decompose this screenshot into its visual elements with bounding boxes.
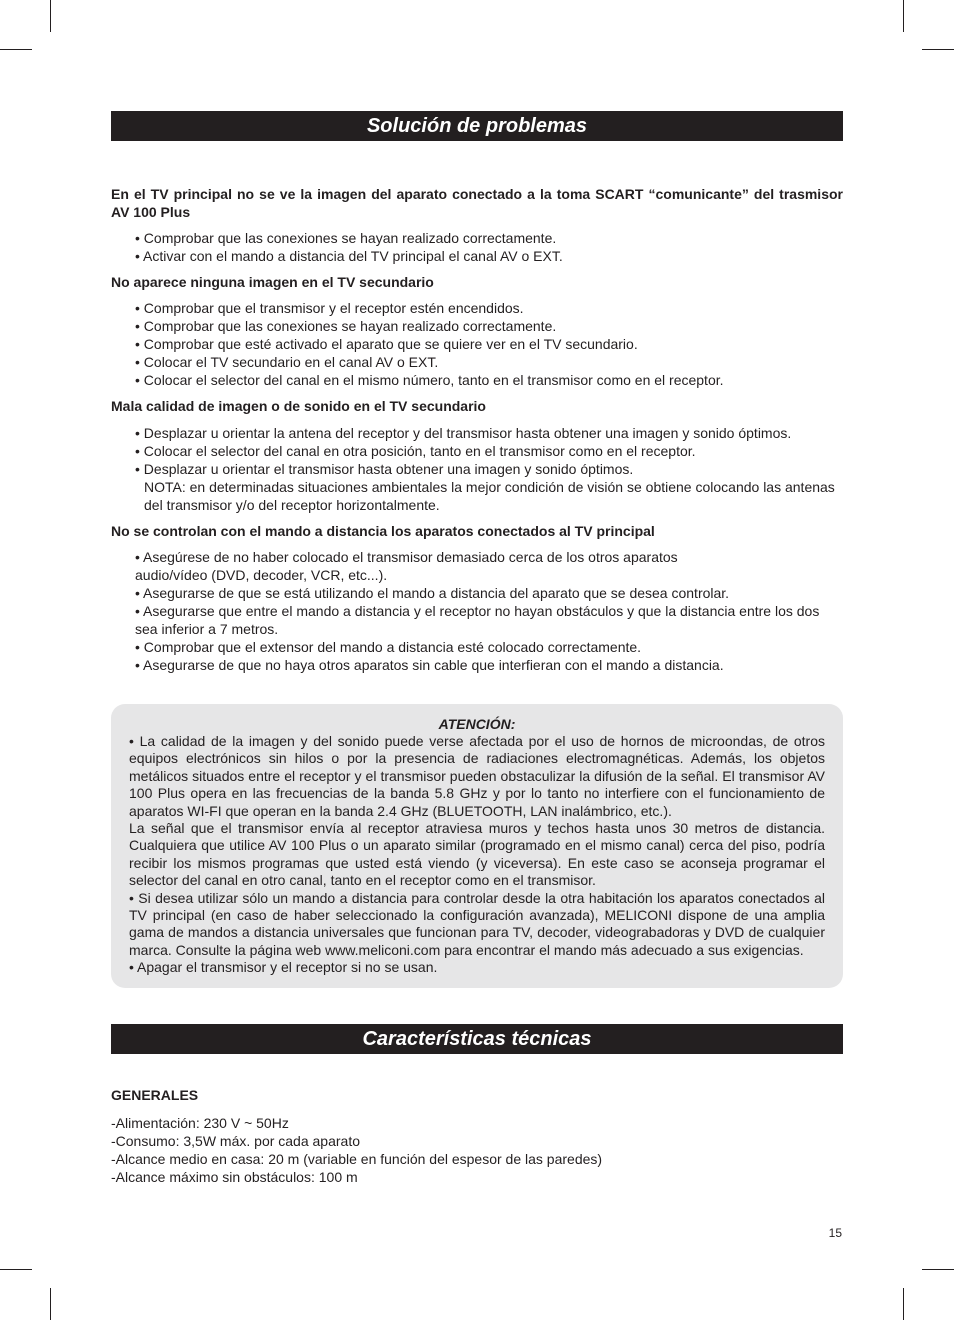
section-title-troubleshooting: Solución de problemas: [111, 111, 843, 141]
problem-solutions: [111, 548, 843, 674]
spec-item: -Alcance máximo sin obstáculos: 100 m: [111, 1168, 358, 1185]
problem-solutions: [111, 229, 843, 265]
list-item: • Asegurarse de que se está utilizando el mando a distancia del aparato que se desea controlar.: [135, 585, 730, 601]
list-item: • Comprobar que las conexiones se hayan realizado correctamente.: [135, 318, 557, 334]
crop-mark: [50, 1288, 51, 1320]
list-item: • Comprobar que el extensor del mando a distancia esté colocado correctamente.: [135, 639, 642, 655]
section-title-specs: Características técnicas: [111, 1024, 843, 1054]
problem-solutions: [111, 299, 843, 389]
specs-list: [111, 1114, 843, 1186]
crop-mark: [0, 1269, 32, 1270]
specs-subheading: GENERALES: [111, 1086, 199, 1103]
list-item: • Desplazar u orientar el transmisor hasta obtener una imagen y sonido óptimos.: [135, 461, 634, 477]
attention-box: [111, 704, 843, 988]
crop-mark: [50, 0, 51, 32]
spec-item: -Alimentación: 230 V ~ 50Hz: [111, 1114, 289, 1131]
crop-mark: [922, 49, 954, 50]
crop-mark: [903, 0, 904, 32]
attention-paragraph: • La calidad de la imagen y del sonido puede verse afectada por el uso de hornos de microondas, de otros equipos electrónicos sin hilos o por la presencia de radiaciones electromagnéticas. Además, los objetos metálicos situados entre el receptor y el transmisor pueden obstaculizar la difusión de la señal. El transmisor AV 100 Plus opera en las frecuencias de la banda 5.8 GHz y por lo tanto no interfiere con el funcionamiento de aparatos WI-FI que operan en la banda 2.4 GHz (BLUETOOTH, LAN inalámbrico, etc.).: [129, 733, 825, 819]
crop-mark: [903, 1288, 904, 1320]
spec-item: -Consumo: 3,5W máx. por cada aparato: [111, 1132, 361, 1149]
list-item: • Colocar el TV secundario en el canal AV o EXT.: [135, 354, 439, 370]
problem-heading: Mala calidad de imagen o de sonido en el TV secundario: [111, 398, 486, 414]
attention-paragraph: • Apagar el transmisor y el receptor si no se usan.: [129, 959, 438, 976]
problem-solutions: [111, 424, 843, 514]
attention-title: ATENCIÓN:: [438, 716, 516, 732]
list-item: • Comprobar que esté activado el aparato que se quiere ver en el TV secundario.: [135, 336, 638, 352]
crop-mark: [922, 1269, 954, 1270]
note-text: NOTA: en determinadas situaciones ambientales la mejor condición de visión se obtiene colocando las antenas del transmisor y/o del receptor horizontalmente.: [144, 479, 835, 513]
list-item: • Asegúrese de no haber colocado el transmisor demasiado cerca de los otros aparatos audio/vídeo (DVD, decoder, VCR, etc...).: [135, 549, 678, 583]
list-item: • Colocar el selector del canal en el mismo número, tanto en el transmisor como en el receptor.: [135, 372, 724, 388]
list-item: • Desplazar u orientar la antena del receptor y del transmisor hasta obtener una imagen y sonido óptimos.: [135, 425, 792, 441]
attention-paragraph: La señal que el transmisor envía al receptor atraviesa muros y techos hasta unos 30 metros de distancia. Cualquiera que utilice AV 100 Plus o un aparato similar (programado en el mismo canal) cerca del piso, podría recibir los mismos programas que usted está viendo (y viceversa). En este caso se aconseja programar el selector del canal en otro canal, tanto en el receptor como en el transmisor.: [129, 820, 825, 889]
attention-paragraph: • Si desea utilizar sólo un mando a distancia para controlar desde la otra habitación los aparatos conectados al TV principal (en caso de haber seleccionado la configuración avanzada), MELICONI dispone de una amplia gama de mandos a distancia universales que funcionan para TV, decoder, videograbadoras y DVD de cualquier marca. Consulte la página web www.meliconi.com para encontrar el mando más adecuado a sus exigencias.: [129, 889, 825, 958]
list-item: • Comprobar que las conexiones se hayan realizado correctamente.: [135, 230, 557, 246]
list-item: • Comprobar que el transmisor y el receptor estén encendidos.: [135, 300, 524, 316]
problem-heading: No aparece ninguna imagen en el TV secundario: [111, 274, 434, 290]
crop-mark: [0, 49, 32, 50]
page-number: 15: [828, 1226, 842, 1240]
list-item: • Colocar el selector del canal en otra posición, tanto en el transmisor como en el receptor.: [135, 443, 696, 459]
page-content: [111, 111, 843, 1186]
problem-heading: No se controlan con el mando a distancia los aparatos conectados al TV principal: [111, 523, 655, 539]
list-item: • Asegurarse que entre el mando a distancia y el receptor no hayan obstáculos y que la distancia entre los dos sea inferior a 7 metros.: [135, 603, 820, 637]
problem-heading: En el TV principal no se ve la imagen del aparato conectado a la toma SCART “comunicante” del trasmisor AV 100 Plus: [111, 186, 843, 220]
list-item: • Asegurarse de que no haya otros aparatos sin cable que interfieran con el mando a distancia.: [135, 657, 724, 673]
spec-item: -Alcance medio en casa: 20 m (variable en función del espesor de las paredes): [111, 1150, 603, 1167]
list-item: • Activar con el mando a distancia del TV principal el canal AV o EXT.: [135, 248, 563, 264]
